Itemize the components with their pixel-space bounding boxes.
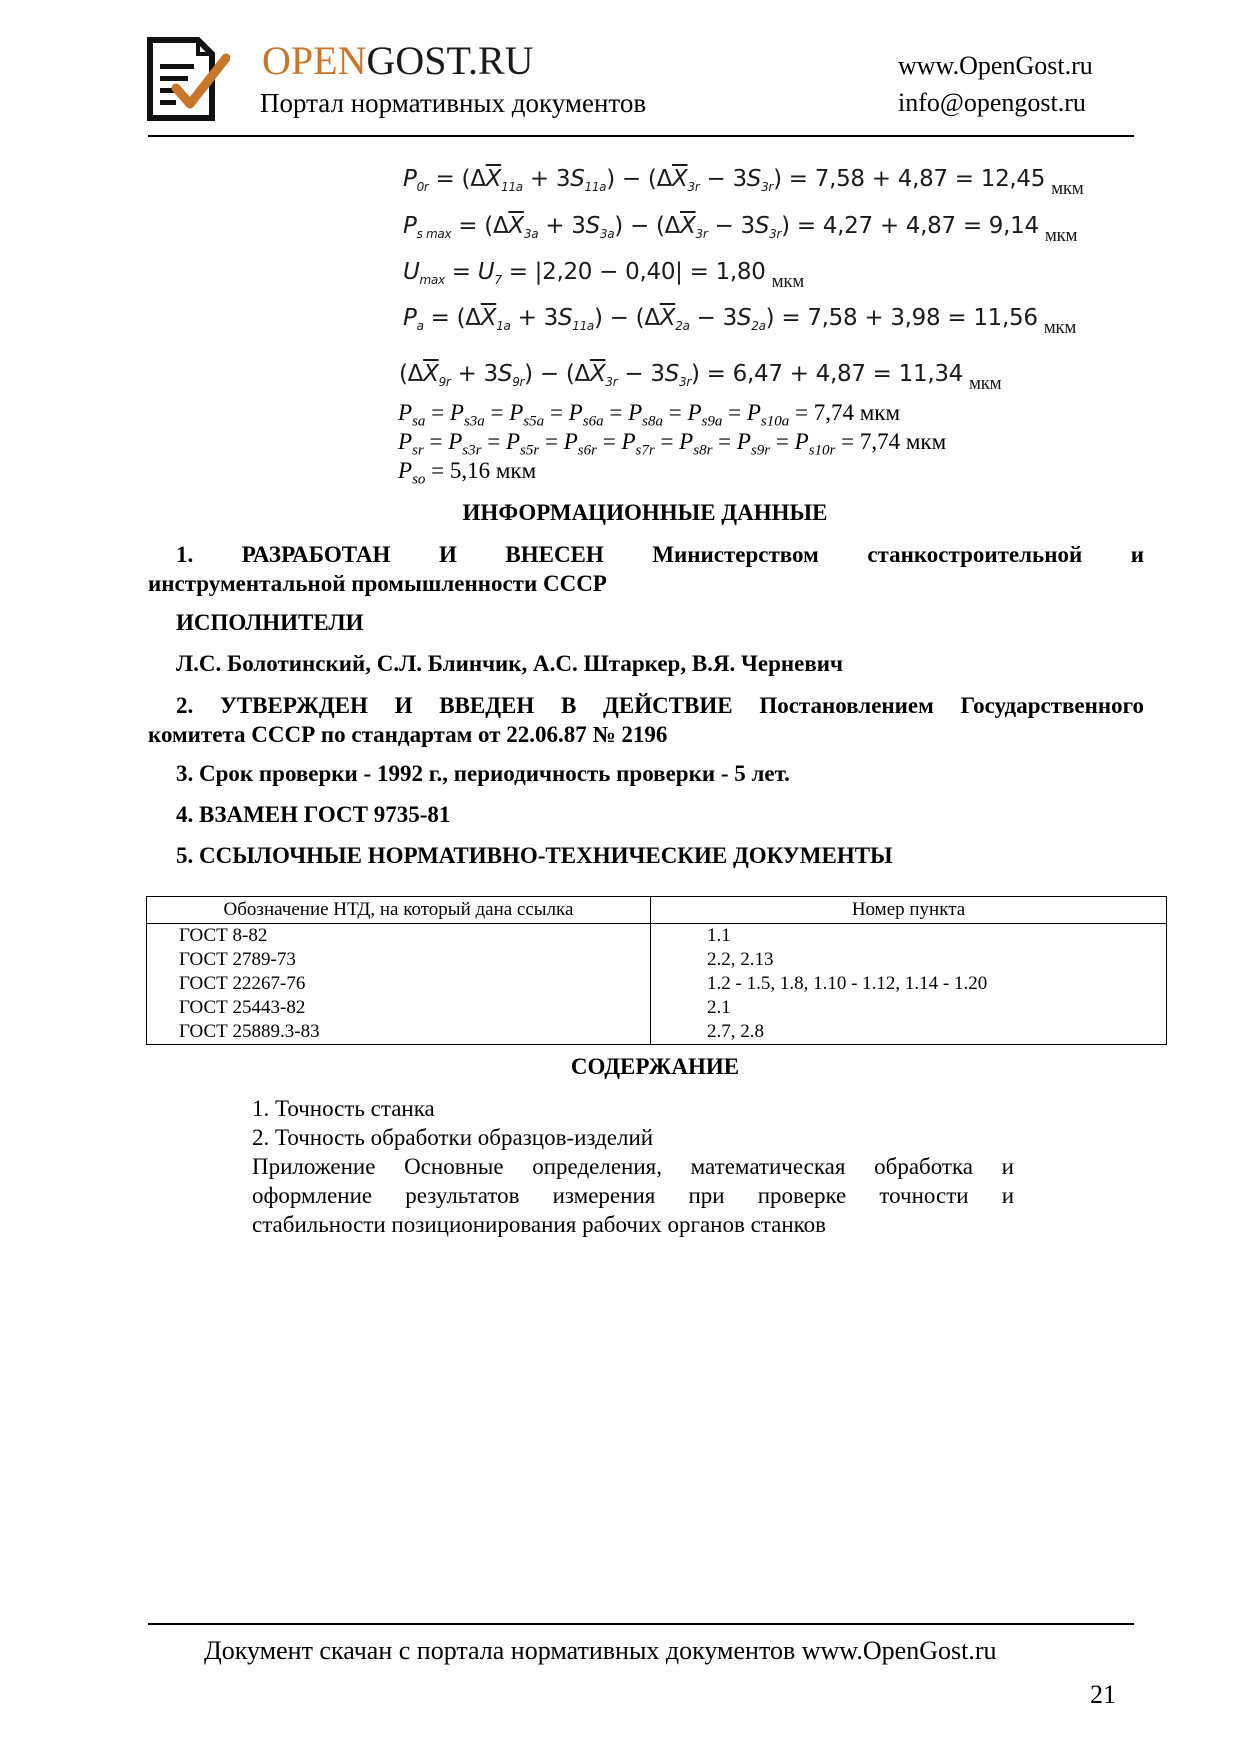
brand-gost: GOST.RU [366,38,534,83]
info-p2-line2: комитета СССР по стандартам от 22.06.87 № 2196 [148,722,668,747]
contents-appendix-line2: оформление результатов измерения при проверке точности и [252,1183,1014,1208]
info-p1-line1: 1. РАЗРАБОТАН И ВНЕСЕН Министерством станкостроительной и [176,542,1144,567]
formula-psr: $P_{sr} = P_{s3r} = P_{s5r} = P_{s6r} = P_{s7r} = P_{s8r} = P_{s9r} = P_{s10r} = 7,74$ мкм [398,429,947,459]
formula-psa: $P_{sa} = P_{s3a} = P_{s5a} = P_{s6a} = P_{s8a} = P_{s9a} = P_{s10a} = 7,74$ мкм [398,400,901,430]
info-p1-line2: инструментальной промышленности СССР [148,571,607,596]
info-p4: 4. ВЗАМЕН ГОСТ 9735-81 [176,802,451,827]
table-row [147,948,1167,972]
contents-item-2: 2. Точность обработки образцов-изделий [252,1125,654,1150]
table-cell-clause: 2.2, 2.13 [651,948,1167,972]
site-tagline: Портал нормативных документов [260,88,647,118]
reference-table [146,896,1167,1045]
contents-appendix-line3: стабильности позиционирования рабочих органов станков [252,1212,827,1237]
info-p3: 3. Срок проверки - 1992 г., периодичность проверки - 5 лет. [176,761,790,786]
table-cell-designation: ГОСТ 2789-73 [147,948,651,972]
executors-title: ИСПОЛНИТЕЛИ [176,610,364,635]
info-title: ИНФОРМАЦИОННЫЕ ДАННЫЕ [462,500,828,525]
executors-list: Л.С. Болотинский, С.Л. Блинчик, А.С. Штаркер, В.Я. Черневич [176,651,844,676]
formula-psmax: $P_{s max} = (\Delta\overline{X}_{3a} + 3S_{3a}) - (\Delta\overline{X}_{3r} - 3S_{3r}) = 4,27 + 4,87 = 9,14$ $_{мкм}$ [403,213,1078,246]
site-brand [262,38,534,84]
contents-appendix-line1: Приложение Основные определения, математическая обработка и [252,1154,1014,1179]
formula-pa: $P_a = (\Delta\overline{X}_{1a} + 3S_{11a}) - (\Delta\overline{X}_{2a} - 3S_{2a}) = 7,58 + 3,98 = 11,56$ $_{мкм}$ [403,305,1077,338]
site-url[interactable]: www.OpenGost.ru [898,51,1093,80]
table-cell-designation: ГОСТ 8-82 [147,924,651,949]
table-row [147,972,1167,996]
formula-pso: $P_{so} = 5,16$ мкм [398,458,537,488]
table-header-designation: Обозначение НТД, на который дана ссылка [147,897,651,924]
table-cell-clause: 2.7, 2.8 [651,1020,1167,1045]
footer-text: Документ скачан с портала нормативных документов www.OpenGost.ru [204,1636,997,1665]
page-number: 21 [1090,1680,1116,1709]
table-row [147,1020,1167,1045]
brand-open: OPEN [262,38,367,83]
site-email[interactable]: info@opengost.ru [898,88,1086,117]
table-cell-clause: 1.1 [651,924,1167,949]
table-row [147,996,1167,1020]
document-check-icon [146,36,230,122]
table-cell-clause: 2.1 [651,996,1167,1020]
info-p5: 5. ССЫЛОЧНЫЕ НОРМАТИВНО-ТЕХНИЧЕСКИЕ ДОКУМЕНТЫ [176,843,893,868]
formula-umax: $U_{max} = U_7 = |2,20 - 0,40| = 1,80$ $_{мкм}$ [403,259,804,292]
contents-title: СОДЕРЖАНИЕ [570,1054,740,1079]
header-divider [148,135,1134,137]
footer-divider [148,1623,1134,1625]
table-header-clause: Номер пункта [651,897,1167,924]
contents-item-1: 1. Точность станка [252,1096,435,1121]
table-row [147,924,1167,949]
info-p2-line1: 2. УТВЕРЖДЕН И ВВЕДЕН В ДЕЙСТВИЕ Постановлением Государственного [176,693,1144,718]
table-cell-clause: 1.2 - 1.5, 1.8, 1.10 - 1.12, 1.14 - 1.20 [651,972,1167,996]
table-cell-designation: ГОСТ 22267-76 [147,972,651,996]
table-cell-designation: ГОСТ 25443-82 [147,996,651,1020]
table-header-row [147,897,1167,924]
formula-p0r: $P_{0r} = (\Delta\overline{X}_{11a} + 3S_{11a}) - (\Delta\overline{X}_{3r} - 3S_{3r}) = 7,58 + 4,87 = 12,45$ $_{мкм}$ [403,166,1084,199]
formula-pr: $(\Delta\overline{X}_{9r} + 3S_{9r}) - (\Delta\overline{X}_{3r} - 3S_{3r}) = 6,47 + 4,87 = 11,34$ $_{мкм}$ [399,361,1002,394]
table-cell-designation: ГОСТ 25889.3-83 [147,1020,651,1045]
